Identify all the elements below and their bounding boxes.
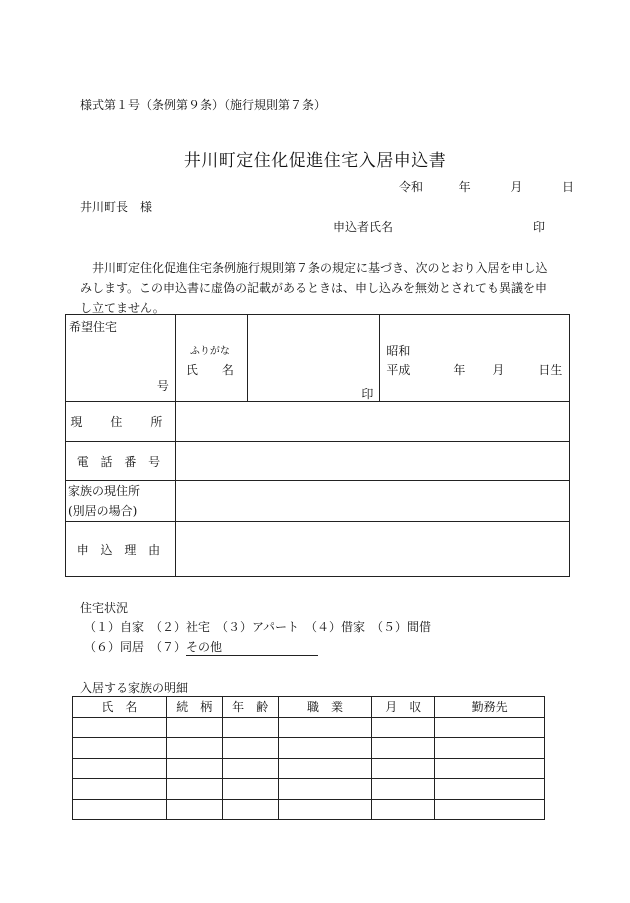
name-label-cell [175, 315, 247, 402]
col-income: 月 収 [372, 697, 435, 718]
table-cell[interactable] [435, 758, 545, 779]
family-details-label: 入居する家族の明細 [80, 681, 189, 695]
intro-text: 井川町定住化促進住宅条例施行規則第７条の規定に基づき、次のとおり入居を申し込みします。この申込書に虚偽の記載があるときは、申し込みを無効とされても異議を申し立てません。 [80, 261, 548, 315]
furigana-label: ふりがな [189, 346, 230, 357]
table-cell[interactable] [278, 799, 372, 820]
birthdate-cell[interactable] [380, 315, 570, 402]
phone-label: 電 話 番 号 [66, 442, 176, 481]
housing-other-field[interactable] [186, 638, 318, 656]
desired-house-cell[interactable] [66, 315, 176, 402]
table-cell[interactable] [372, 738, 435, 759]
table-cell[interactable] [73, 758, 167, 779]
house-number-label: 号 [156, 379, 169, 393]
table-cell[interactable] [73, 717, 167, 738]
reason-label: 申 込 理 由 [66, 522, 176, 577]
col-occupation: 職 業 [278, 697, 372, 718]
col-workplace: 勤務先 [435, 697, 545, 718]
table-cell[interactable] [166, 799, 222, 820]
housing-options-row2[interactable] [84, 638, 318, 656]
date-year: 年 [458, 180, 471, 194]
family-address-label-line2: (別居の場合) [68, 504, 138, 518]
date-month: 月 [510, 180, 523, 194]
address-label: 現 住 所 [66, 402, 176, 442]
table-cell[interactable] [73, 738, 167, 759]
desired-house-label: 希望住宅 [69, 320, 118, 334]
family-table [72, 696, 545, 820]
table-cell[interactable] [73, 779, 167, 800]
application-table [65, 314, 570, 577]
table-row [73, 779, 545, 800]
addressee: 井川町長 様 [80, 200, 153, 214]
table-cell[interactable] [166, 738, 222, 759]
table-cell[interactable] [372, 779, 435, 800]
table-cell[interactable] [278, 738, 372, 759]
address-field[interactable] [175, 402, 569, 442]
col-name: 氏 名 [73, 697, 167, 718]
table-cell[interactable] [73, 799, 167, 820]
col-age: 年 齢 [222, 697, 278, 718]
name-seal: 印 [361, 387, 374, 401]
table-cell[interactable] [278, 717, 372, 738]
table-cell[interactable] [222, 758, 278, 779]
housing-options-row1[interactable]: （１）自家 （２）社宅 （３）アパート （４）借家 （５）間借 [84, 620, 432, 634]
family-address-field[interactable] [175, 481, 569, 522]
table-row [73, 738, 545, 759]
table-cell[interactable] [372, 758, 435, 779]
applicant-seal: 印 [533, 220, 546, 234]
phone-field[interactable] [175, 442, 569, 481]
table-cell[interactable] [278, 758, 372, 779]
table-cell[interactable] [166, 779, 222, 800]
name-input-cell[interactable] [247, 315, 380, 402]
table-cell[interactable] [435, 799, 545, 820]
date-era: 令和 [399, 180, 424, 194]
table-cell[interactable] [435, 717, 545, 738]
table-cell[interactable] [435, 738, 545, 759]
table-cell[interactable] [166, 758, 222, 779]
form-id: 様式第１号（条例第９条）（施行規則第７条） [80, 98, 327, 112]
table-cell[interactable] [278, 779, 372, 800]
table-cell[interactable] [222, 799, 278, 820]
table-cell[interactable] [222, 738, 278, 759]
family-address-label [66, 481, 176, 522]
table-row [73, 717, 545, 738]
birth-year-label: 年 [453, 363, 466, 377]
family-address-label-line1: 家族の現住所 [68, 484, 141, 498]
housing-other-label: その他 [186, 640, 223, 654]
page-title: 井川町定住化促進住宅入居申込書 [183, 151, 447, 171]
name-label: 氏 名 [185, 363, 234, 377]
table-cell[interactable] [166, 717, 222, 738]
table-row [73, 799, 545, 820]
family-table-header [73, 697, 545, 718]
housing-options-row2-prefix: （６）同居 （７） [84, 640, 187, 654]
table-row [73, 758, 545, 779]
table-cell[interactable] [222, 717, 278, 738]
birth-day-label: 日生 [538, 363, 563, 377]
applicant-name-label: 申込者氏名 [333, 220, 394, 234]
table-cell[interactable] [372, 799, 435, 820]
housing-status-label: 住宅状況 [80, 601, 129, 615]
table-cell[interactable] [435, 779, 545, 800]
col-relation: 続 柄 [166, 697, 222, 718]
date-line [399, 178, 574, 195]
reason-field[interactable] [175, 522, 569, 577]
table-cell[interactable] [372, 717, 435, 738]
showa-label: 昭和 [386, 344, 411, 358]
birth-month-label: 月 [492, 363, 505, 377]
table-cell[interactable] [222, 779, 278, 800]
date-day: 日 [562, 180, 575, 194]
heisei-label: 平成 [386, 363, 411, 377]
